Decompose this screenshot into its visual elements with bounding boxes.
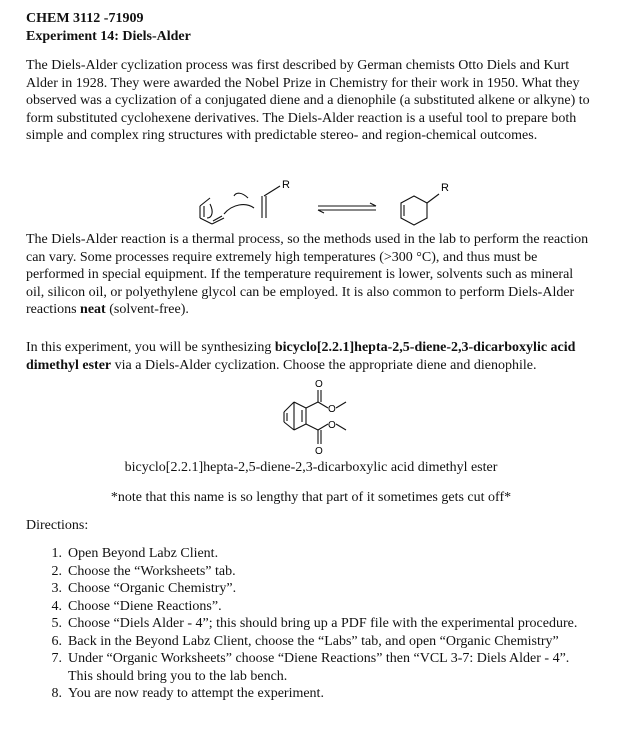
diene-structure: [200, 193, 254, 224]
cyclohexene-structure: [401, 194, 439, 225]
direction-step: 8. You are now ready to attempt the experiment.: [51, 686, 324, 701]
atom-o-bottom: O: [315, 446, 323, 457]
direction-step: 5. Choose “Diels Alder - 4”; this should bring up a PDF file with the experimental procedure.: [51, 616, 578, 631]
neat-bold: neat: [80, 302, 106, 317]
document-page: [26, 10, 596, 701]
thermal-paragraph: The Diels-Alder reaction is a thermal process, so the methods used in the lab to perform the reaction can vary. Some processes require extremely high temperatures (>300 °C), and thus must be performed in special equipment. If the temperature requirement is lower, solvents such as mineral oil, silicon oil, or polyethylene glycol can be employed. It is also common to perform Diels-Alder reactions neat (solvent-free).: [26, 232, 589, 317]
dienophile-structure: [262, 186, 280, 218]
direction-step: 1. Open Beyond Labz Client.: [51, 546, 219, 561]
intro-paragraph: The Diels-Alder cyclization process was first described by German chemists Otto Diels and Kurt Alder in 1928. They were awarded the Nobel Prize in Chemistry for their work in 1950. What they observed was a cyclization of a conjugated diene and a dienophile (a substituted alkene or alkyne) to form substituted cyclohexene derivatives. The Diels-Alder reaction is a useful tool to prepare both simple and complex ring structures with predictable stereo- and region-chemical outcomes.: [26, 58, 590, 143]
molecule-caption: bicyclo[2.2.1]hepta-2,5-diene-2,3-dicarboxylic acid dimethyl ester: [124, 460, 498, 475]
diels-alder-reaction-scheme: [176, 174, 476, 230]
directions-list: [44, 545, 584, 703]
direction-step: 3. Choose “Organic Chemistry”.: [51, 581, 237, 596]
directions-title: Directions:: [26, 518, 89, 533]
reactant-r-label: R: [282, 179, 290, 191]
direction-step: 4. Choose “Diene Reactions”.: [51, 598, 222, 614]
target-compound-name: bicyclo[2.2.1]hepta-2,5-diene-2,3-dicarboxylic acid dimethyl ester: [26, 340, 576, 373]
direction-step: 2. Choose the “Worksheets” tab.: [51, 563, 236, 579]
atom-o-ether-bottom: O: [328, 420, 336, 431]
norbornadiene-diester-structure: [254, 374, 384, 460]
length-note: *note that this name is so lengthy that part of it sometimes gets cut off*: [110, 490, 512, 505]
product-r-label: R: [441, 182, 449, 194]
experiment-title: Experiment 14: Diels-Alder: [26, 29, 191, 44]
atom-o-ether-top: O: [328, 404, 336, 415]
direction-step: 6. Back in the Beyond Labz Client, choose the “Labs” tab, and open “Organic Chemistry”: [51, 633, 559, 649]
course-title: CHEM 3112 -71909: [26, 11, 144, 26]
equilibrium-arrows-icon: [318, 203, 376, 213]
direction-step: 7. Under “Organic Worksheets” choose “Diene Reactions” then “VCL 3-7: Diels Alder - 4”. This should bring you to the lab bench.: [51, 651, 570, 684]
experiment-paragraph: In this experiment, you will be synthesizing bicyclo[2.2.1]hepta-2,5-diene-2,3-dicarboxylic acid dimethyl ester via a Diels-Alder cyclization. Choose the appropriate diene and dienophile.: [26, 340, 576, 373]
atom-o-top: O: [315, 379, 323, 390]
